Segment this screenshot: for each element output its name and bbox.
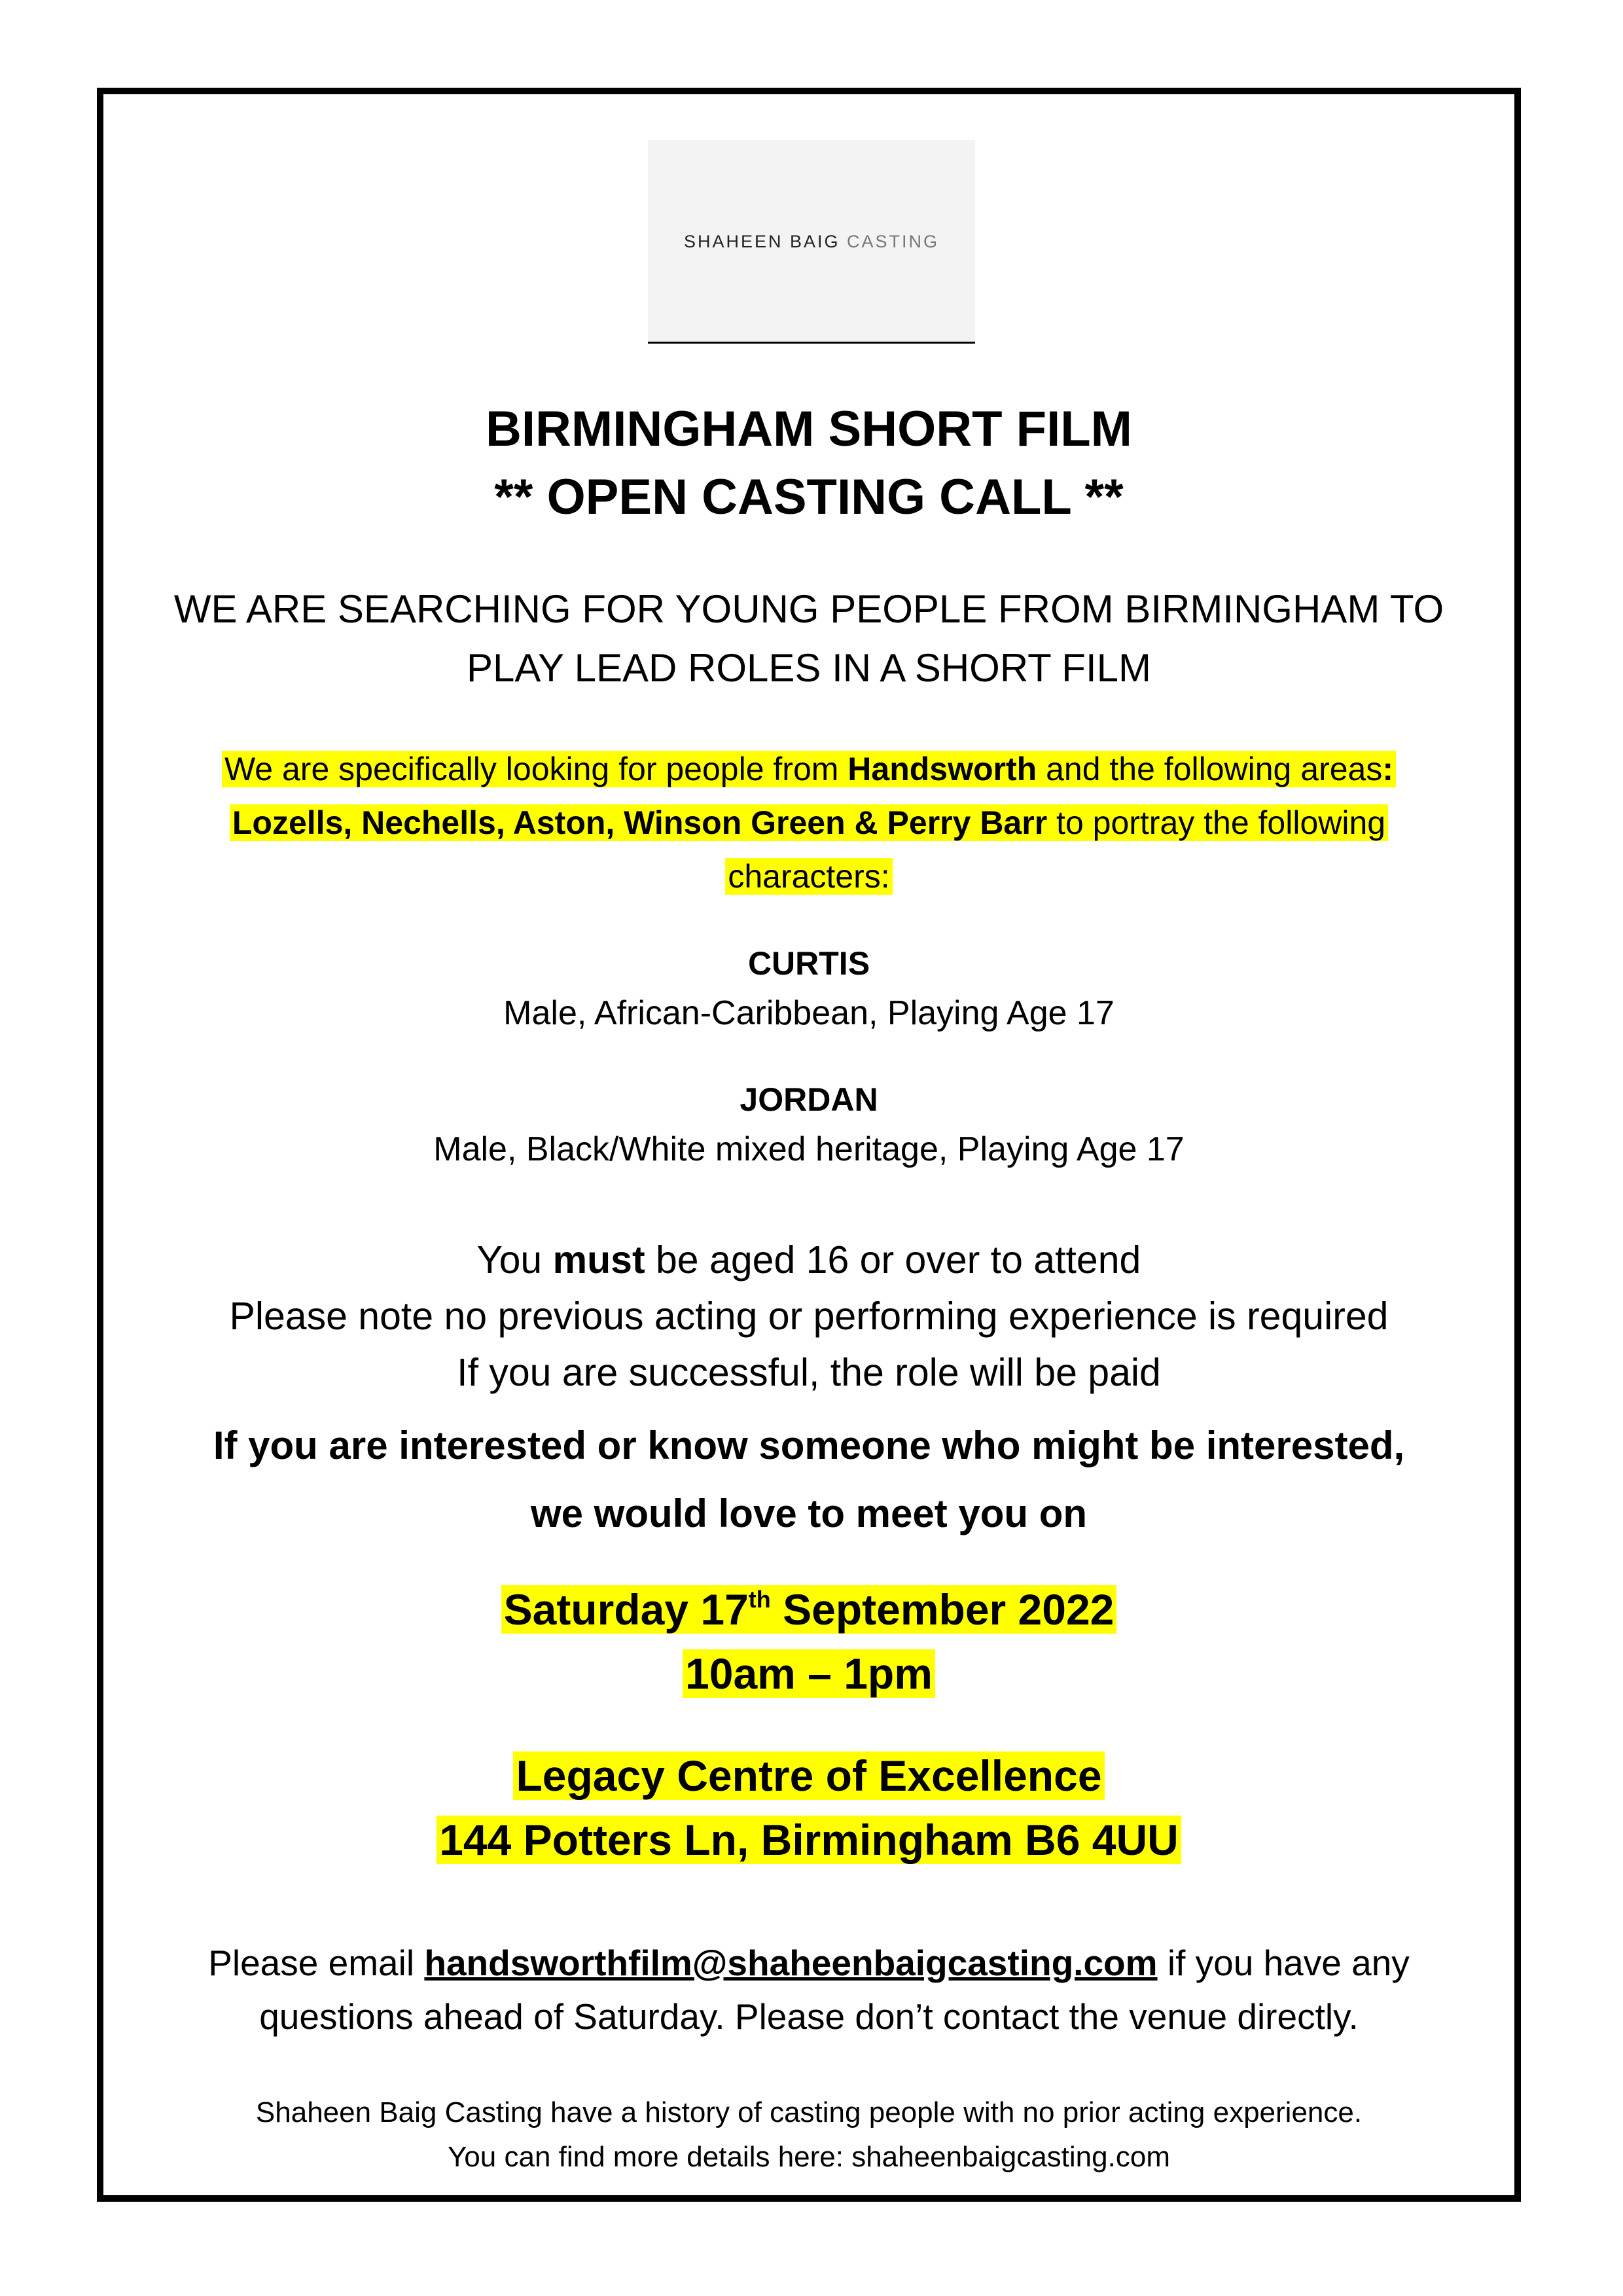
areas-text-1: We are specifically looking for people from bbox=[224, 751, 848, 787]
footer bbox=[103, 2090, 1514, 2179]
footer-line-2: You can find more details here: shaheenbaigcasting.com bbox=[448, 2141, 1170, 2173]
age-text-2: be aged 16 or over to attend bbox=[645, 1238, 1141, 1282]
paid-note: If you are successful, the role will be paid bbox=[457, 1351, 1161, 1394]
title-line-1: BIRMINGHAM SHORT FILM bbox=[486, 401, 1132, 457]
interest-line-1: If you are interested or know someone who might be interested, bbox=[213, 1424, 1405, 1467]
subtitle-line-1: WE ARE SEARCHING FOR YOUNG PEOPLE FROM BIRMINGHAM TO bbox=[173, 587, 1444, 631]
subtitle-line-2: PLAY LEAD ROLES IN A SHORT FILM bbox=[467, 646, 1151, 690]
contact-info bbox=[103, 1936, 1514, 2043]
date-text-1: Saturday 17 bbox=[503, 1585, 749, 1634]
contact-line-2: questions ahead of Saturday. Please don’t contact the venue directly. bbox=[259, 1996, 1359, 2037]
requirements-notes bbox=[103, 1232, 1514, 1401]
page-frame bbox=[97, 88, 1521, 2202]
experience-note: Please note no previous acting or performing experience is required bbox=[229, 1295, 1389, 1338]
interest-line-2: we would love to meet you on bbox=[530, 1492, 1088, 1535]
email-link[interactable]: handsworthfilm@shaheenbaigcasting.com bbox=[424, 1943, 1158, 1983]
role-curtis bbox=[103, 939, 1514, 1038]
areas-paragraph bbox=[103, 742, 1514, 903]
age-must: must bbox=[552, 1238, 645, 1282]
event-datetime bbox=[103, 1577, 1514, 1706]
date-ordinal: th bbox=[748, 1586, 771, 1613]
logo-text-bold: SHAHEEN BAIG bbox=[683, 231, 840, 251]
venue-address-text: 144 Potters Ln, Birmingham B6 4UU bbox=[437, 1816, 1181, 1864]
role-name: CURTIS bbox=[747, 945, 870, 982]
logo-text-light: CASTING bbox=[847, 231, 940, 251]
event-date bbox=[103, 1577, 1514, 1641]
event-time bbox=[103, 1641, 1514, 1706]
areas-text-3: to portray the following characters: bbox=[728, 804, 1386, 895]
contact-text-2: if you have any bbox=[1157, 1943, 1410, 1983]
venue-name-text: Legacy Centre of Excellence bbox=[513, 1751, 1104, 1800]
areas-text-2: and the following areas bbox=[1037, 751, 1383, 787]
footer-line-1: Shaheen Baig Casting have a history of casting people with no prior acting experience. bbox=[255, 2096, 1363, 2128]
areas-highlight bbox=[222, 751, 1396, 895]
venue-name bbox=[103, 1744, 1514, 1808]
venue-address bbox=[103, 1808, 1514, 1872]
role-description: Male, African-Caribbean, Playing Age 17 bbox=[503, 994, 1115, 1032]
areas-list: : Lozells, Nechells, Aston, Winson Green & Perry Barr bbox=[232, 751, 1393, 841]
event-venue bbox=[103, 1744, 1514, 1872]
event-time-text: 10am – 1pm bbox=[683, 1649, 935, 1698]
subtitle bbox=[103, 580, 1514, 698]
page-title bbox=[103, 395, 1514, 531]
interest-invite bbox=[103, 1412, 1514, 1548]
areas-handsworth: Handsworth bbox=[847, 751, 1037, 787]
contact-line-1 bbox=[103, 1936, 1514, 1990]
age-requirement bbox=[103, 1232, 1514, 1288]
logo bbox=[648, 140, 975, 343]
role-description: Male, Black/White mixed heritage, Playing Age 17 bbox=[433, 1130, 1185, 1168]
title-line-2: ** OPEN CASTING CALL ** bbox=[494, 469, 1124, 525]
date-text-2: September 2022 bbox=[770, 1585, 1115, 1634]
role-name: JORDAN bbox=[740, 1081, 878, 1118]
contact-text-1: Please email bbox=[208, 1943, 425, 1983]
logo-divider bbox=[648, 342, 975, 344]
role-jordan bbox=[103, 1075, 1514, 1174]
age-text-1: You bbox=[476, 1238, 553, 1282]
